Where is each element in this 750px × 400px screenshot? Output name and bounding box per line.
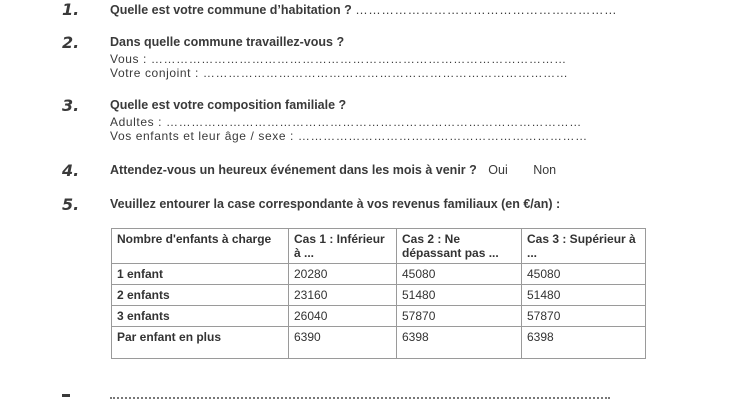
table-cell[interactable]: 51480 [397,285,522,306]
table-cell[interactable]: 45080 [522,264,646,285]
column-header: Cas 1 : Inférieur à ... [289,229,397,264]
table-row [112,264,646,285]
table-cell[interactable]: 51480 [522,285,646,306]
answer-line[interactable]: …………………………………………………… [355,3,618,17]
question-text: Quelle est votre composition familiale ? [110,98,347,112]
question-number: 1. [62,0,80,19]
table-cell[interactable]: 57870 [522,306,646,327]
question-number: 4. [62,161,80,180]
column-header: Nombre d'enfants à charge [112,229,289,264]
question-text: Quelle est votre commune d’habitation ? …………………………………………………… [110,3,618,17]
row-label: 2 enfants [112,285,289,306]
row-label: Par enfant en plus [112,327,289,359]
question-text: Attendez-vous un heureux événement dans les mois à venir ? Oui Non [110,163,557,177]
next-question-number-fragment [62,394,70,400]
answer-line-adultes[interactable]: Adultes : ……………………………………………………………………………………… [110,115,582,129]
question-number: 5. [62,195,80,214]
table-row [112,306,646,327]
answer-line-vous[interactable]: Vous : ……………………………………………………………………………………… [110,52,567,66]
answer-line-conjoint[interactable]: Votre conjoint : …………………………………………………………………………… [110,66,569,80]
row-label: 3 enfants [112,306,289,327]
table-header-row [112,229,646,264]
table-cell[interactable]: 6398 [397,327,522,359]
column-header: Cas 2 : Ne dépassant pas ... [397,229,522,264]
table-cell[interactable]: 20280 [289,264,397,285]
table-cell[interactable]: 6398 [522,327,646,359]
question-text: Dans quelle commune travaillez-vous ? [110,35,345,49]
question-text: Veuillez entourer la case correspondante à vos revenus familiaux (en €/an) : [110,197,561,211]
next-question-cutoff [62,392,622,400]
question-number: 2. [62,33,80,52]
table-cell[interactable]: 45080 [397,264,522,285]
table-row [112,285,646,306]
table-cell[interactable]: 6390 [289,327,397,359]
question-number: 3. [62,96,80,115]
table-cell[interactable]: 57870 [397,306,522,327]
income-table [111,228,646,359]
answer-line-enfants[interactable]: Vos enfants et leur âge / sexe : …………………………………………………………… [110,129,588,143]
row-label: 1 enfant [112,264,289,285]
table-cell[interactable]: 26040 [289,306,397,327]
column-header: Cas 3 : Supérieur à ... [522,229,646,264]
option-non[interactable]: Non [533,163,557,177]
table-cell[interactable]: 23160 [289,285,397,306]
option-oui[interactable]: Oui [488,163,508,177]
table-row [112,327,646,359]
